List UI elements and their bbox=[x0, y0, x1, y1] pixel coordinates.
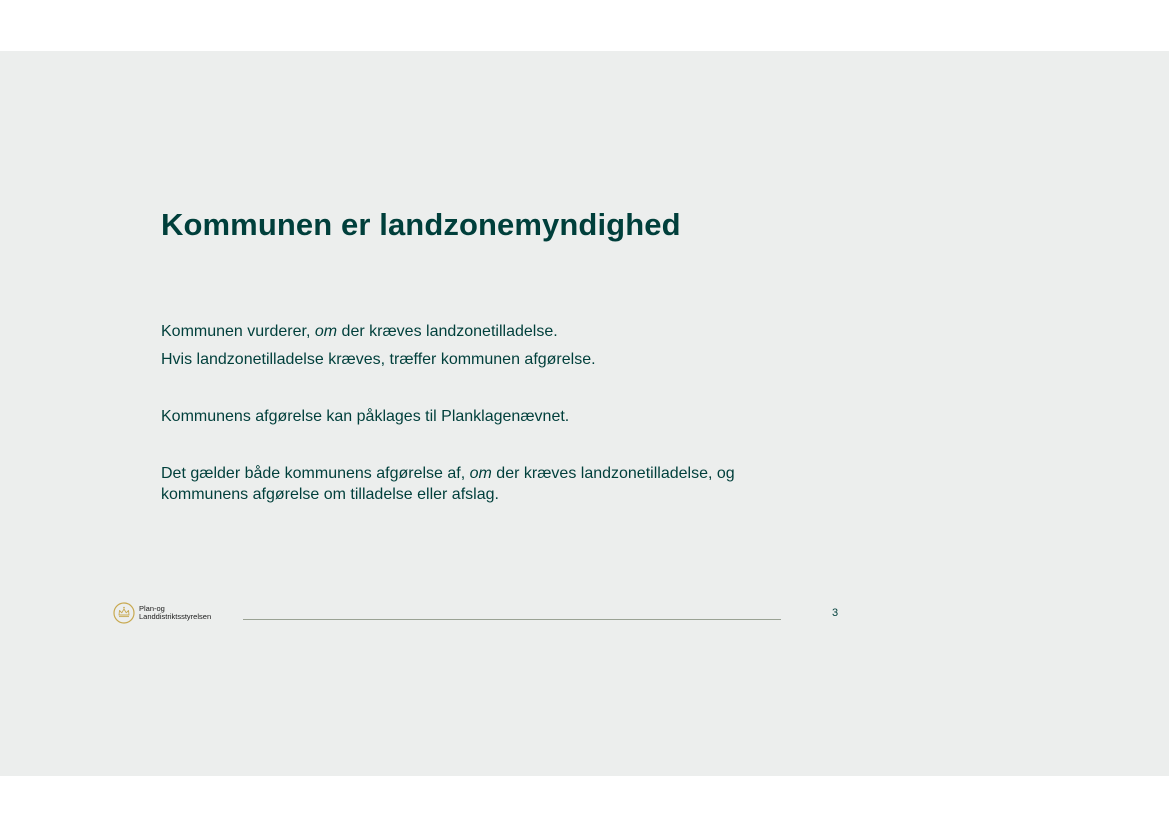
crown-seal-icon bbox=[113, 602, 135, 624]
agency-logo bbox=[113, 602, 221, 626]
paragraph-assessment-text-end: der kræves landzonetilladelse. bbox=[337, 323, 558, 340]
paragraph-assessment bbox=[161, 321, 558, 342]
agency-name-line1: Plan-og bbox=[139, 604, 165, 613]
slide-title: Kommunen er landzonemyndighed bbox=[161, 207, 681, 242]
paragraph-scope-text-end: der kræves landzonetilladelse, og bbox=[491, 465, 735, 482]
agency-name-line2: Landdistriktsstyrelsen bbox=[139, 612, 212, 621]
paragraph-scope-line1 bbox=[161, 463, 735, 484]
agency-logo-text bbox=[139, 605, 211, 621]
paragraph-appeal: Kommunens afgørelse kan påklages til Planklagenævnet. bbox=[161, 408, 570, 425]
paragraph-scope-line2: kommunens afgørelse om tilladelse eller afslag. bbox=[161, 486, 499, 503]
footer-divider bbox=[243, 619, 781, 620]
page-number: 3 bbox=[832, 607, 839, 619]
paragraph-scope-emphasis: om bbox=[469, 465, 492, 482]
paragraph-assessment-emphasis: om bbox=[314, 323, 338, 340]
paragraph-decision: Hvis landzonetilladelse kræves, træffer kommunen afgørelse. bbox=[161, 351, 596, 368]
slide bbox=[0, 51, 1169, 776]
paragraph-assessment-text: Kommunen vurderer, bbox=[161, 323, 315, 340]
paragraph-scope-text: Det gælder både kommunens afgørelse af, bbox=[161, 465, 470, 482]
